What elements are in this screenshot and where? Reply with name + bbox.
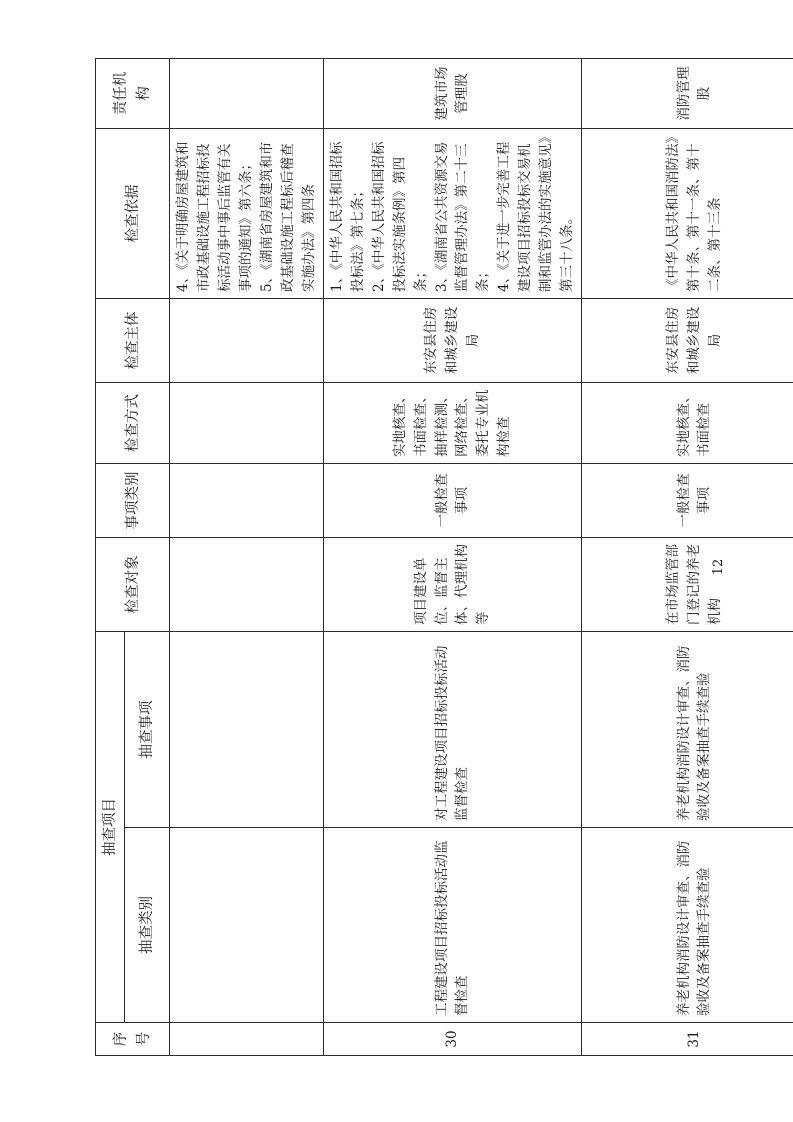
cell-agency: 消防管理股 [581, 59, 793, 129]
cell-basis [323, 129, 581, 299]
header-check-method: 检查方式 [96, 383, 170, 464]
header-responsible-agency: 责任机构 [96, 59, 170, 129]
basis-line: 4、《关于明确房屋建筑和市政基础设施工程招标投标活动事中事后监管有关事项的通知》第六条； [175, 141, 255, 292]
header-seq: 序号 [96, 1023, 170, 1056]
basis-line: 2、《中华人民共和国招标投标法实施条例》第四条； [370, 141, 429, 292]
cell-item: 养老机构消防设计审查、消防验收及备案抽查手续查验 [581, 632, 793, 828]
cell-item [170, 632, 323, 828]
cell-method: 实地核查、书面检查、抽样检测、网络检查、委托专业机构检查 [323, 383, 581, 464]
table-row [170, 59, 323, 1056]
cell-category [170, 828, 323, 1023]
table-row [323, 59, 581, 1056]
cell-subject: 东安县住房和城乡建设局 [581, 299, 793, 383]
cell-item: 对工程建设项目招标投标活动监督检查 [323, 632, 581, 828]
basis-line: 《中华人民共和国消防法》第十条、第十一条、第十二条、第十三条 [665, 136, 723, 292]
cell-basis [581, 129, 793, 299]
header-spot-check-category: 抽查类别 [125, 828, 170, 1023]
rotated-page [95, 59, 747, 1056]
cell-agency: 建筑市场管理股 [323, 59, 581, 129]
header-check-basis: 检查依据 [96, 129, 170, 299]
cell-type: 一般检查事项 [323, 464, 581, 538]
cell-seq: 31 [581, 1023, 793, 1056]
cell-object [170, 538, 323, 632]
cell-object: 项目建设单位、监督主体、代理机构等 [323, 538, 581, 632]
basis-line: 3、《湖南省公共资源交易监督管理办法》第二十三条； [433, 141, 492, 292]
cell-seq [170, 1023, 323, 1056]
basis-line: 1、《中华人民共和国招标投标法》第七条； [328, 141, 366, 292]
cell-category: 工程建设项目招标投标活动监督检查 [323, 828, 581, 1023]
header-check-object: 检查对象 [96, 538, 170, 632]
page-number: 12 [711, 558, 726, 576]
table-container [95, 59, 747, 1056]
header-spot-check-project: 抽查项目 [96, 632, 125, 1023]
table-row [581, 59, 793, 1056]
cell-basis [170, 129, 323, 299]
inspection-table [95, 58, 793, 1056]
cell-subject: 东安县住房和城乡建设局 [323, 299, 581, 383]
cell-seq: 30 [323, 1023, 581, 1056]
header-spot-check-item: 抽查事项 [125, 632, 170, 828]
cell-method [170, 383, 323, 464]
basis-line: 5、《湖南省房屋建筑和市政基础设施工程标后稽查实施办法》第四条 [259, 141, 317, 292]
cell-type: 一般检查事项 [581, 464, 793, 538]
cell-object: 在市场监管部门登记的养老机构 [581, 538, 793, 632]
cell-agency [170, 59, 323, 129]
header-check-subject: 检查主体 [96, 299, 170, 383]
cell-type [170, 464, 323, 538]
cell-subject [170, 299, 323, 383]
header-item-type: 事项类别 [96, 464, 170, 538]
cell-category: 养老机构消防设计审查、消防验收及备案抽查手续查验 [581, 828, 793, 1023]
cell-method: 实地核查、书面检查 [581, 383, 793, 464]
basis-line: 4、《关于进一步完善工程建设项目招标投标交易机制和监管办法的实施意见》第三十八条。 [496, 136, 576, 292]
